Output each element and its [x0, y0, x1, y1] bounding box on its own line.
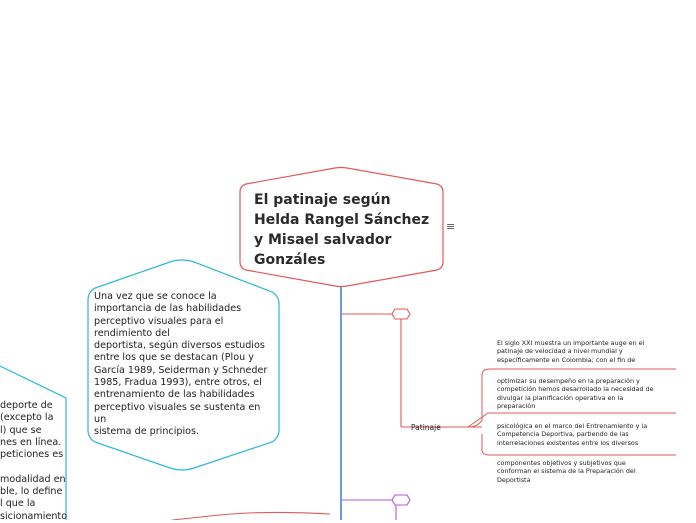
patinaje-label[interactable]: Patinaje [411, 423, 441, 432]
patinaje-subtopic-4[interactable]: componentes objetivos y subjetivos que conforman el sistema de la Preparación del Deportista [497, 459, 636, 484]
patinaje-subtopic-1[interactable]: El siglo XXI muestra un importante auge en el patinaje de velocidad a nivel mundial y específicamente en Colombia; con el fin de [497, 339, 645, 364]
central-topic-title: El patinaje según Helda Rangel Sánchez y Misael salvador Gonzáles [254, 192, 430, 268]
left-topic-text: Una vez que se conoce la importancia de las habilidades perceptivo visuales para el rendimiento del deportista, según diversos estudios entre los que se destacan (Plou y García 1989, Seiderman y Schneder 1985, Fradua 1993), entre otros, el entrenamiento de las habilidades perceptivo visuales se sustenta en un sistema de principios. [94, 291, 268, 438]
branch-upper-node[interactable] [392, 309, 410, 319]
patinaje-subtopic-2[interactable]: optimizar su desempeño en la preparación y competición hemos desarrollado la necesidad de divulgar la planificación operativa en la preparación [497, 377, 654, 410]
far-left-topic-text: deporte de (excepto la l) que se nes en línea. peticiones es modalidad en ble, lo define l que la sicionamiento [0, 400, 68, 522]
patinaje-subtopic-3[interactable]: psicológica en el marco del Entrenamiento y la Competencia Deportiva, partiendo de las interrelaciones existentes entre los diversos [497, 422, 648, 447]
lower-left-branch [172, 512, 330, 520]
purple-branch-node[interactable] [392, 495, 410, 505]
hamburger-icon[interactable]: ≡ [446, 220, 456, 233]
